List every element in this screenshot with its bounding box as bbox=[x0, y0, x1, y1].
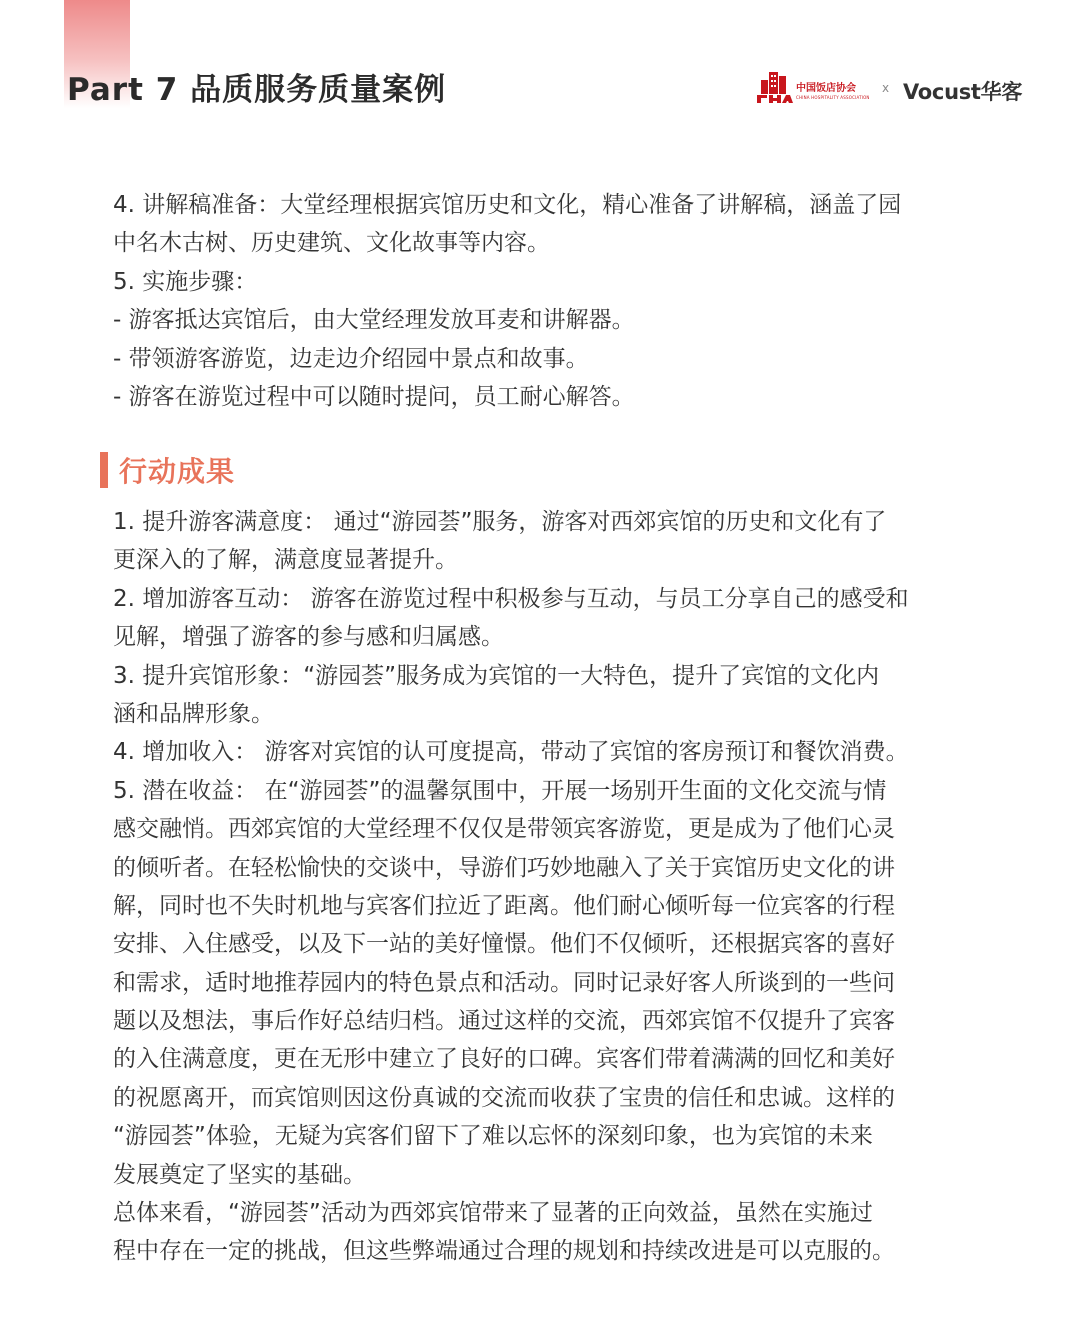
page-title: Part 7 品质服务质量案例 bbox=[67, 72, 447, 108]
text-line: 涵和品牌形象。 bbox=[113, 700, 274, 727]
text-line: “游园荟”体验，无疑为宾客们留下了难以忘怀的深刻印象，也为宾馆的未来 bbox=[113, 1123, 873, 1150]
text-line: 的入住满意度，更在无形中建立了良好的口碑。宾客们带着满满的回忆和美好 bbox=[113, 1046, 895, 1073]
text-line: 和需求，适时地推荐园内的特色景点和活动。同时记录好客人所谈到的一些问 bbox=[113, 969, 895, 996]
text-line: 更深入的了解，满意度显著提升。 bbox=[113, 547, 458, 574]
text-line: 题以及想法，事后作好总结归档。通过这样的交流，西郊宾馆不仅提升了宾客 bbox=[113, 1008, 895, 1035]
text-line: 发展奠定了坚实的基础。 bbox=[113, 1161, 366, 1188]
text-line: 2. 增加游客互动： 游客在游览过程中积极参与互动，与员工分享自己的感受和 bbox=[113, 585, 909, 612]
section-heading bbox=[100, 450, 235, 490]
text-line: 总体来看，“游园荟”活动为西郊宾馆带来了显著的正向效益，虽然在实施过 bbox=[113, 1200, 873, 1227]
text-line: 见解，增强了游客的参与感和归属感。 bbox=[113, 624, 504, 651]
text-line: 感交融悄。西郊宾馆的大堂经理不仅仅是带领宾客游览，更是成为了他们心灵 bbox=[113, 816, 895, 843]
vocust-logo: Vocust华客 bbox=[903, 80, 1023, 104]
cha-logo-english: CHINA HOSPITALITY ASSOCIATION bbox=[796, 95, 870, 100]
text-line: - 游客在游览过程中可以随时提问，员工耐心解答。 bbox=[113, 383, 635, 410]
text-line: 中名木古树、历史建筑、文化故事等内容。 bbox=[113, 230, 550, 257]
cha-logo-chinese: 中国饭店协会 bbox=[796, 83, 856, 94]
text-line: 程中存在一定的挑战，但这些弊端通过合理的规划和持续改进是可以克服的。 bbox=[113, 1238, 895, 1265]
section-heading-text: 行动成果 bbox=[119, 455, 236, 488]
text-line: 4. 讲解稿准备：大堂经理根据宾馆历史和文化，精心准备了讲解稿，涵盖了园 bbox=[113, 192, 902, 218]
logo-separator: x bbox=[882, 81, 890, 95]
text-line: 的倾听者。在轻松愉快的交谈中，导游们巧妙地融入了关于宾馆历史文化的讲 bbox=[113, 854, 895, 881]
partner-logos bbox=[755, 68, 1027, 108]
results-section bbox=[113, 503, 973, 1271]
text-line: - 游客抵达宾馆后，由大堂经理发放耳麦和讲解器。 bbox=[113, 307, 635, 334]
text-line: - 带领游客游览，边走边介绍园中景点和故事。 bbox=[113, 345, 589, 372]
text-line: 的祝愿离开，而宾馆则因这份真诚的交流而收获了宝贵的信任和忠诚。这样的 bbox=[113, 1084, 895, 1111]
text-line: 3. 提升宾馆形象：“游园荟”服务成为宾馆的一大特色，提升了宾馆的文化内 bbox=[113, 662, 880, 689]
text-line: 安排、入住感受，以及下一站的美好憧憬。他们不仅倾听，还根据宾客的喜好 bbox=[113, 931, 895, 958]
text-line: 5. 实施步骤： bbox=[113, 268, 258, 295]
text-line: 4. 增加收入： 游客对宾馆的认可度提高，带动了宾馆的客房预订和餐饮消费。 bbox=[113, 739, 909, 766]
china-hospitality-association-logo-icon bbox=[755, 70, 793, 104]
text-line: 解，同时也不失时机地与宾客们拉近了距离。他们耐心倾听每一位宾客的行程 bbox=[113, 892, 895, 919]
text-line: 1. 提升游客满意度： 通过“游园荟”服务，游客对西郊宾馆的历史和文化有了 bbox=[113, 509, 887, 535]
section-marker-bar bbox=[100, 452, 108, 488]
intro-section bbox=[113, 186, 973, 416]
text-line: 5. 潜在收益： 在“游园荟”的温馨氛围中，开展一场别开生面的文化交流与情 bbox=[113, 777, 887, 804]
